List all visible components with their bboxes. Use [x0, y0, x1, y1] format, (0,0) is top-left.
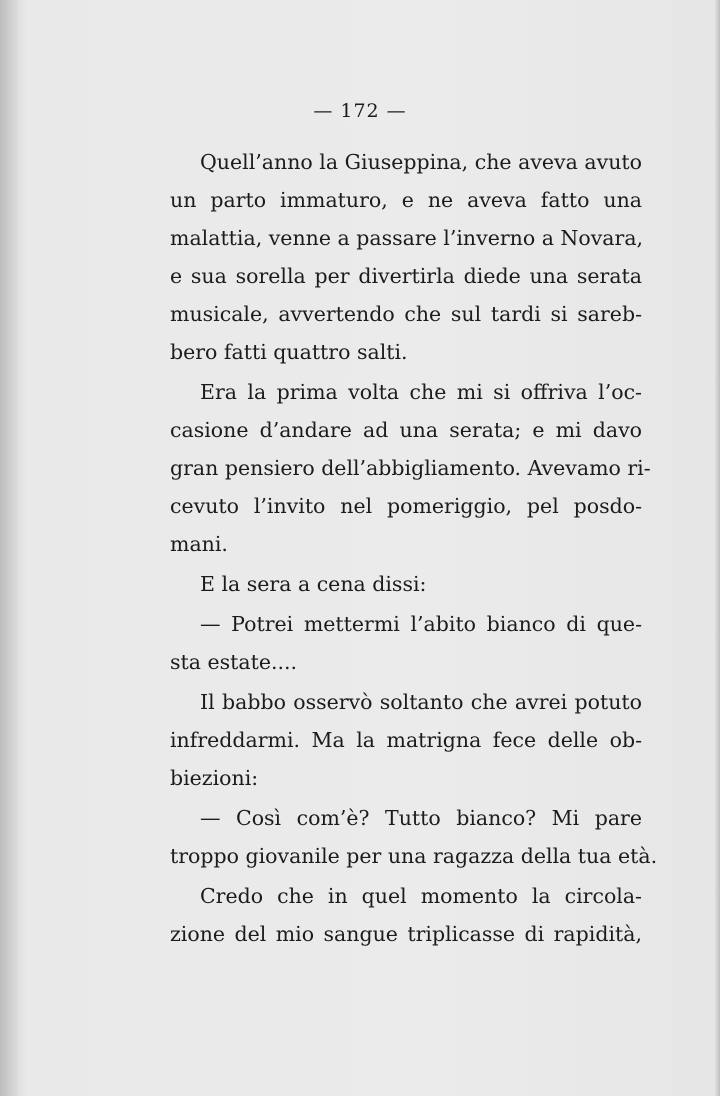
text-line: casione d’andare ad una serata; e mi davo — [170, 418, 642, 442]
text-line: troppo giovanile per una ragazza della tua età. — [170, 844, 658, 868]
page-right-edge — [714, 0, 720, 1096]
text-line: Era la prima volta che mi si offriva l’oc- — [200, 380, 642, 404]
text-line: e sua sorella per divertirla diede una serata — [170, 264, 642, 288]
text-line: biezioni: — [170, 766, 259, 790]
paragraph-2 — [170, 373, 651, 563]
text-line: cevuto l’invito nel pomeriggio, pel posdo- — [170, 494, 642, 518]
paragraph-5 — [170, 683, 642, 797]
text-line: infreddarmi. Ma la matrigna fece delle ob- — [170, 728, 642, 752]
paragraph-6-dialogue — [170, 799, 658, 875]
text-line: E la sera a cena dissi: — [200, 572, 427, 596]
text-line: mani. — [170, 532, 228, 556]
text-line: bero fatti quattro salti. — [170, 340, 408, 364]
text-line: musicale, avvertendo che sul tardi si sareb- — [170, 302, 642, 326]
text-line: un parto immaturo, e ne aveva fatto una — [170, 188, 642, 212]
page-binding-edge — [0, 0, 18, 1096]
text-line: Quell’anno la Giuseppina, che aveva avuto — [200, 150, 642, 174]
paragraph-4-dialogue — [170, 605, 642, 681]
paragraph-3 — [170, 565, 642, 603]
text-line: Il babbo osservò soltanto che avrei potuto — [200, 690, 642, 714]
text-line: zione del mio sangue triplicasse di rapidità, — [170, 922, 642, 946]
text-line: sta estate.... — [170, 650, 298, 674]
text-line: — Così com’è? Tutto bianco? Mi pare — [200, 806, 642, 830]
text-line: — Potrei mettermi l’abito bianco di que- — [200, 612, 642, 636]
text-line: gran pensiero dell’abbigliamento. Avevamo ri- — [170, 456, 651, 480]
paragraph-7 — [170, 877, 642, 953]
body-text — [170, 143, 658, 955]
page-number: — 172 — — [313, 100, 407, 122]
text-line: Credo che in quel momento la circola- — [200, 884, 642, 908]
text-line: malattia, venne a passare l’inverno a Novara, — [170, 226, 644, 250]
paragraph-1 — [170, 143, 642, 371]
